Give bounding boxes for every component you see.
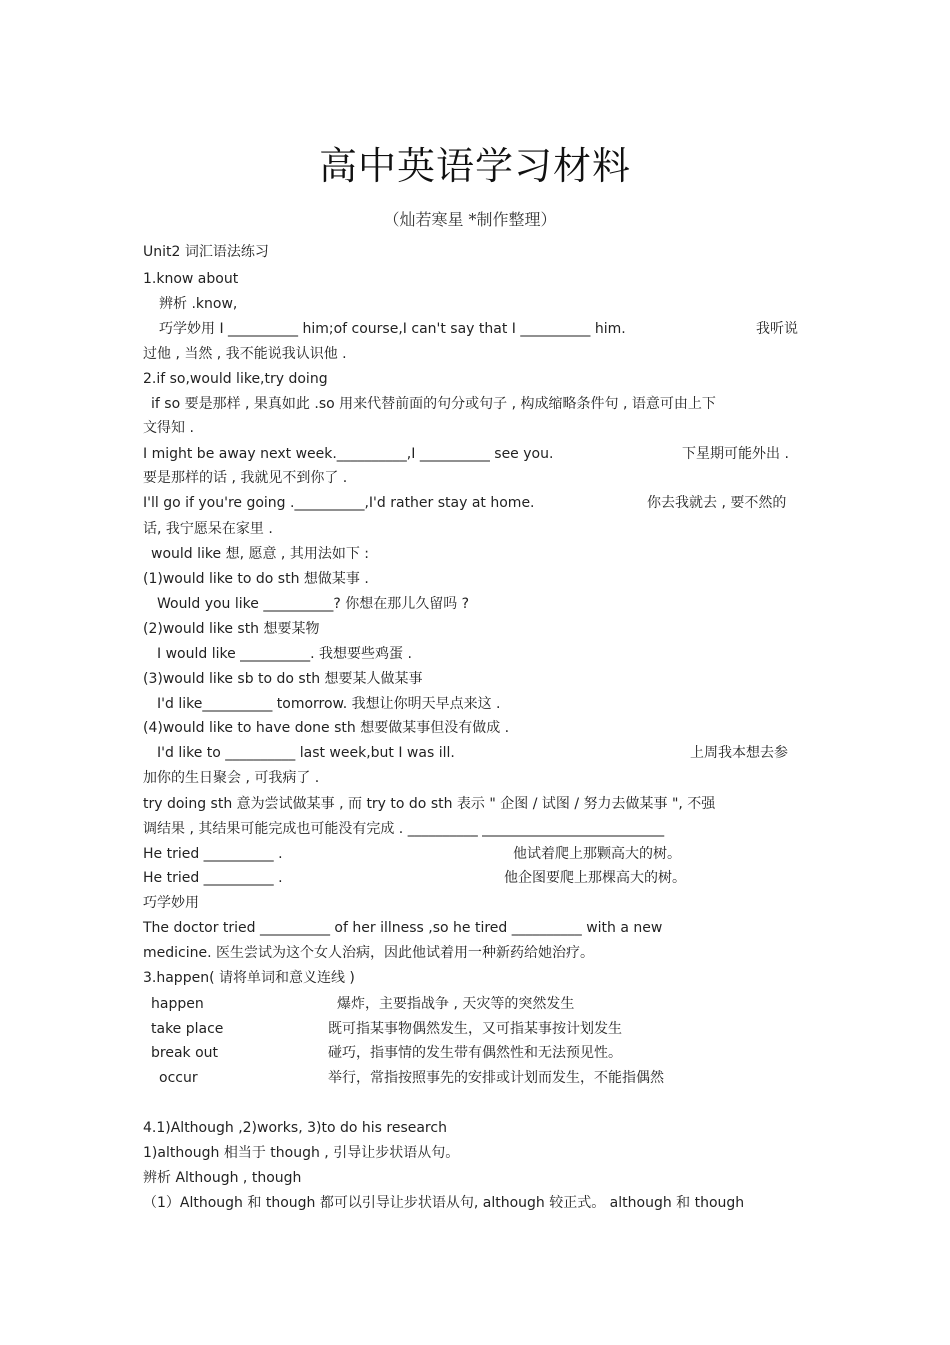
match-meaning: 既可指某事物偶然发生，又可指某事按计划发生 [328,1021,622,1037]
text-line: （1）Although 和 though 都可以引导让步状语从句, although 较正式。 although 和 though [143,1195,745,1211]
text-line: The doctor tried __________ of her illness ,so he tired __________ with a new [143,920,663,936]
text-line: 巧学妙用 I __________ him;of course,I can't say that I __________ him. [159,321,626,337]
match-meaning: 举行，常指按照事先的安排或计划而发生，不能指偶然 [328,1070,664,1086]
text-line: 要是那样的话 , 我就见不到你了 . [143,470,348,486]
section-4-heading: 4.1)Although ,2)works, 3)to do his research [143,1120,447,1136]
section-2-heading: 2.if so,would like,try doing [143,371,328,387]
match-meaning: 爆炸，主要指战争 , 天灾等的突然发生 [337,996,575,1012]
text-line: (4)would like to have done sth 想要做某事但没有做成 . [143,720,510,736]
text-line: 他企图要爬上那棵高大的树。 [504,870,686,886]
match-word: take place [151,1021,224,1037]
text-line: 调结果 , 其结果可能完成也可能没有完成 . __________ __________________________ [143,821,665,837]
text-line: I might be away next week.__________,I __________ see you. [143,446,554,462]
text-line: 加你的生日聚会 , 可我病了 . [143,770,320,786]
text-line: 巧学妙用 [143,895,199,911]
text-line: (1)would like to do sth 想做某事 . [143,571,369,587]
match-meaning: 碰巧，指事情的发生带有偶然性和无法预见性。 [328,1045,622,1061]
text-line: I'd like__________ tomorrow. 我想让你明天早点来这 . [157,696,501,712]
text-line: if so 要是那样 , 果真如此 .so 用来代替前面的句分或句子 , 构成缩略条件句 , 语意可由上下 [151,396,716,412]
text-line: 你去我就去 , 要不然的 [647,495,787,511]
text-line: Would you like __________? 你想在那儿久留吗 ? [157,596,470,612]
document-subtitle: （灿若寒星 *制作整理） [383,210,557,229]
match-word: break out [151,1045,219,1061]
text-line: He tried __________ . [143,870,283,886]
unit-heading: Unit2 词汇语法练习 [143,244,269,260]
text-line: 辨析 Although , though [143,1170,302,1186]
match-word: occur [159,1070,198,1086]
section-3-heading: 3.happen( 请将单词和意义连线 ) [143,970,355,986]
text-line: 下星期可能外出 . [682,446,789,462]
text-line: 我听说 [756,321,798,337]
text-line: 文得知 . [143,420,194,436]
document-title: 高中英语学习材料 [318,144,631,188]
text-line: He tried __________ . [143,846,283,862]
match-word: happen [151,996,204,1012]
text-line: 辨析 .know, [159,296,238,312]
text-line: would like 想, 愿意 , 其用法如下 : [151,546,369,562]
text-line: 话, 我宁愿呆在家里 . [143,521,273,537]
text-line: (3)would like sb to do sth 想要某人做某事 [143,671,423,687]
text-line: I'd like to __________ last week,but I was ill. [157,745,455,761]
text-line: try doing sth 意为尝试做某事 , 而 try to do sth 表示 " 企图 / 试图 / 努力去做某事 ", 不强 [143,796,716,812]
text-line: I'll go if you're going .__________,I'd rather stay at home. [143,495,535,511]
text-line: (2)would like sth 想要某物 [143,621,320,637]
text-line: 过他 , 当然 , 我不能说我认识他 . [143,346,347,362]
text-line: 1)although 相当于 though , 引导让步状语从句。 [143,1145,460,1161]
text-line: 上周我本想去参 [690,745,788,761]
section-1-heading: 1.know about [143,271,239,287]
text-line: medicine. 医生尝试为这个女人治病，因此他试着用一种新药给她治疗。 [143,945,594,961]
text-line: I would like __________. 我想要些鸡蛋 . [157,646,412,662]
text-line: 他试着爬上那颗高大的树。 [513,846,681,862]
